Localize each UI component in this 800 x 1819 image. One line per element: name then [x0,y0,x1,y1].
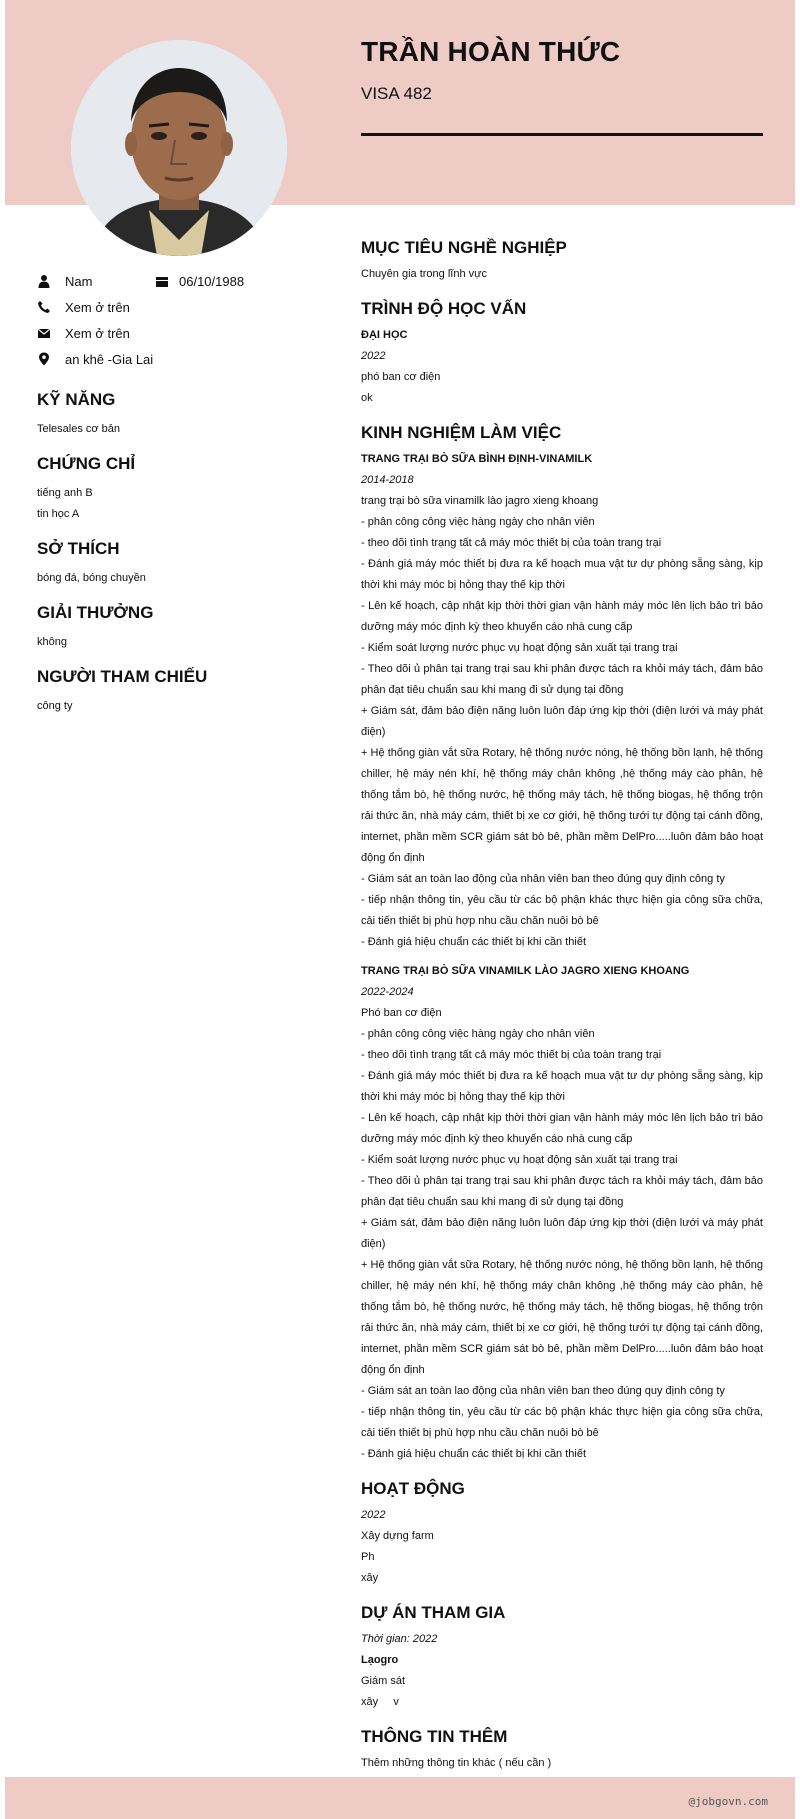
project-line: Giám sát [361,1675,406,1687]
projects-section [361,1603,763,1713]
section-title-education: TRÌNH ĐỘ HỌC VẤN [361,299,527,318]
hobby-item: bóng đá, bóng chuyền [37,572,146,584]
project-name: Lạogro [361,1654,399,1666]
section-title-objective: MỤC TIÊU NGHỀ NGHIỆP [361,238,567,257]
right-column [361,238,763,1788]
job-entry-1 [361,449,763,953]
cv-page [5,0,800,1819]
location-pin-icon [37,352,51,366]
job-entry-2 [361,961,763,1465]
section-title-skills: KỸ NĂNG [37,390,116,409]
activity-line: Ph [361,1551,375,1563]
award-item: không [37,636,67,648]
email-value[interactable]: Xem ở trên [65,326,130,341]
header-divider [361,133,763,136]
certificate-item: tin học A [37,508,80,520]
portrait-illustration [71,40,287,256]
references-section [37,667,317,717]
skill-item: Telesales cơ bản [37,423,121,435]
job-line: - Kiểm soát lượng nước phục vụ hoạt động sản xuất tại trang trại [361,642,678,654]
education-line: ok [361,392,373,404]
section-title-extra: THÔNG TIN THÊM [361,1727,508,1746]
job-line: - tiếp nhận thông tin, yêu cầu từ các bộ phận khác thực hiện gia công sữa chữa, cải tiến thiết bị phù hợp nhu cầu chăn nuôi bò bê [361,894,763,927]
job-line: - Lên kế hoạch, cập nhật kịp thời thời gian vận hành máy móc lên lịch bảo trì bảo dưỡng máy móc định kỳ theo khuyến cáo nhà cung cấp [361,1112,763,1145]
info-row-gender-birthday [37,272,317,298]
section-title-activities: HOẠT ĐỘNG [361,1479,465,1498]
info-row-phone [37,298,317,324]
activity-line: Xây dựng farm [361,1530,434,1542]
skills-section [37,390,317,440]
activities-section [361,1479,763,1589]
job-line: - Đánh giá máy móc thiết bị đưa ra kế hoạch mua vật tư dự phòng sẵng sàng, kịp thời khi máy móc bị hỏng thay thế kịp thời [361,558,763,591]
person-icon [37,274,51,288]
info-row-email [37,324,317,350]
candidate-position: VISA 482 [361,84,432,103]
job-line: - Đánh giá hiệu chuẩn các thiết bị khi cần thiết [361,1448,587,1460]
left-column [37,272,317,717]
job-line: - theo dõi tình trạng tất cả máy móc thiết bị của toàn trang trại [361,537,662,549]
job-line: Phó ban cơ điện [361,1007,442,1019]
objective-section [361,238,763,285]
profile-photo [71,40,287,256]
watermark: @jobgovn.com [688,1795,768,1808]
job-line: - Kiểm soát lượng nước phục vụ hoạt động sản xuất tại trang trại [361,1154,678,1166]
hobbies-section [37,539,317,589]
job-line: + Giám sát, đảm bảo điện năng luôn luôn đáp ứng kịp thời (điện lưới và máy phát điện) [361,1217,763,1250]
job-line: trang trại bò sữa vinamilk lào jagro xieng khoang [361,495,599,507]
job-line: - Đánh giá máy móc thiết bị đưa ra kế hoạch mua vật tư dự phòng sẵng sàng, kịp thời khi máy móc bị hỏng thay thế kịp thời [361,1070,763,1103]
experience-section [361,423,763,1465]
extra-text: Thêm những thông tin khác ( nếu cần ) [361,1757,552,1769]
awards-section [37,603,317,653]
job-period: 2014-2018 [361,474,414,486]
section-title-awards: GIẢI THƯỞNG [37,603,154,622]
job-line: - Giám sát an toàn lao động của nhân viên ban theo đúng quy định công ty [361,873,725,885]
job-line: + Hệ thống giàn vắt sữa Rotary, hệ thống nước nóng, hệ thống bồn lạnh, hệ thống chiller, hệ máy nén khí, hệ thống máy chân không ,hệ thống máy cào phân, hệ thống tắm bò, hệ thống nước, hệ thống máy tách, hệ thống biogas, hệ thống trộn rải thức ăn, nhà máy cám, thiết bị xe cơ giới, hệ thống tưới tự động tại cánh đồng, internet, phần mềm SCR giám sát bò bê, phần mềm DelPro.....luôn đảm bảo hoạt động ổn định [361,747,763,864]
objective-text: Chuyên gia trong lĩnh vực [361,268,487,280]
job-line: - Giám sát an toàn lao động của nhân viên ban theo đúng quy định công ty [361,1385,725,1397]
candidate-name: TRẦN HOÀN THỨC [361,36,621,67]
activity-line: xây [361,1572,379,1584]
job-line: + Giám sát, đảm bảo điện năng luôn luôn đáp ứng kịp thời (điện lưới và máy phát điện) [361,705,763,738]
section-title-hobbies: SỞ THÍCH [37,539,120,558]
certificates-section [37,454,317,525]
activity-year: 2022 [361,1509,386,1521]
job-line: - tiếp nhận thông tin, yêu cầu từ các bộ phận khác thực hiện gia công sữa chữa, cải tiến thiết bị phù hợp nhu cầu chăn nuôi bò bê [361,1406,763,1439]
phone-value[interactable]: Xem ở trên [65,300,130,315]
address-value: an khê -Gia Lai [65,352,154,367]
section-title-certificates: CHỨNG CHỈ [37,454,136,473]
project-time: Thời gian: 2022 [361,1633,438,1645]
job-period: 2022-2024 [361,986,414,998]
birthday-value: 06/10/1988 [179,274,245,289]
project-line: xây v [361,1696,399,1708]
education-section [361,299,763,409]
job-line: - Đánh giá hiệu chuẩn các thiết bị khi cần thiết [361,936,587,948]
section-title-references: NGƯỜI THAM CHIẾU [37,667,208,686]
section-title-projects: DỰ ÁN THAM GIA [361,1603,506,1622]
job-line: - Theo dõi ủ phân tại trang trại sau khi phân được tách ra khỏi máy tách, đảm bảo phân đạt tiêu chuẩn sau khi mang đi sử dụng tại đồng [361,663,763,696]
phone-icon [37,300,51,314]
education-level: ĐẠI HỌC [361,329,408,341]
mail-icon [37,326,51,340]
job-line: - phân công công việc hàng ngày cho nhân viên [361,516,595,528]
gender-value: Nam [65,274,93,289]
education-line: phó ban cơ điện [361,371,441,383]
job-line: - Lên kế hoạch, cập nhật kịp thời thời gian vận hành máy móc lên lịch bảo trì bảo dưỡng máy móc định kỳ theo khuyến cáo nhà cung cấp [361,600,763,633]
extra-info-section [361,1727,763,1774]
job-company: TRANG TRẠI BÒ SỮA VINAMILK LÀO JAGRO XIENG KHOANG [361,965,690,977]
job-line: - theo dõi tình trạng tất cả máy móc thiết bị của toàn trang trại [361,1049,662,1061]
job-line: - phân công công việc hàng ngày cho nhân viên [361,1028,595,1040]
job-company: TRANG TRẠI BÒ SỮA BÌNH ĐỊNH-VINAMILK [361,453,593,465]
info-row-address [37,350,317,376]
job-line: + Hệ thống giàn vắt sữa Rotary, hệ thống nước nóng, hệ thống bồn lạnh, hệ thống chiller, hệ máy nén khí, hệ thống máy chân không ,hệ thống máy cào phân, hệ thống tắm bò, hệ thống nước, hệ thống máy tách, hệ thống biogas, hệ thống trộn rải thức ăn, nhà máy cám, thiết bị xe cơ giới, hệ thống tưới tự động tại cánh đồng, internet, phần mềm SCR giám sát bò bê, phần mềm DelPro.....luôn đảm bảo hoạt động ổn định [361,1259,763,1376]
job-line: - Theo dõi ủ phân tại trang trại sau khi phân được tách ra khỏi máy tách, đảm bảo phân đạt tiêu chuẩn sau khi mang đi sử dụng tại đồng [361,1175,763,1208]
education-year: 2022 [361,350,386,362]
reference-item: công ty [37,700,73,712]
section-title-experience: KINH NGHIỆM LÀM VIỆC [361,423,562,442]
calendar-icon [155,274,169,288]
certificate-item: tiếng anh B [37,487,93,499]
